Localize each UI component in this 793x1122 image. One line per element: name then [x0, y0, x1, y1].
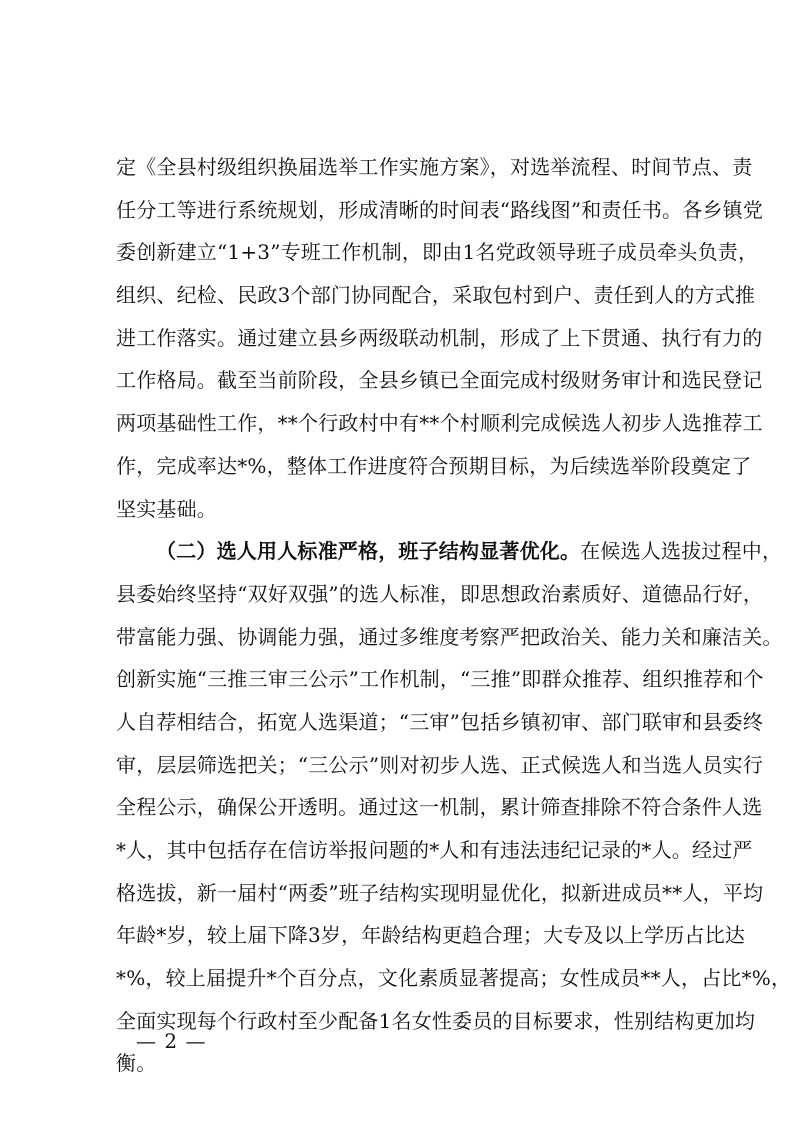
- text-line: 组织、纪检、民政3个部门协同配合，采取包村到户、责任到人的方式推: [116, 283, 756, 308]
- heading-line-text: 在候选人选拔过程中，: [580, 539, 783, 564]
- text-line: 两项基础性工作，**个行政村中有**个村顺利完成候选人初步人选推荐工: [116, 411, 763, 436]
- section-heading-line: [116, 530, 783, 573]
- text-line: 进工作落实。通过建立县乡两级联动机制，形成了上下贯通、执行有力的: [116, 325, 763, 350]
- text-line: 委创新建立“1+3”专班工作机制，即由1名党政领导班子成员牵头负责，: [116, 240, 759, 265]
- text-line: 衡。: [116, 1051, 157, 1076]
- text-line: 工作格局。截至当前阶段，全县乡镇已全面完成村级财务审计和选民登记: [116, 368, 763, 393]
- text-line: 坚实基础。: [116, 496, 217, 521]
- text-line: *%，较上届提升*个百分点，文化素质显著提高；女性成员**人，占比*%，: [116, 966, 792, 991]
- text-line: 任分工等进行系统规划，形成清晰的时间表“路线图”和责任书。各乡镇党: [116, 197, 764, 222]
- text-line: 作，完成率达*%，整体工作进度符合预期目标，为后续选举阶段奠定了: [116, 453, 752, 478]
- text-line: 带富能力强、协调能力强，通过多维度考察严把政治关、能力关和廉洁关。: [116, 624, 783, 649]
- text-line: 县委始终坚持“双好双强”的选人标准，即思想政治素质好、道德品行好，: [116, 581, 764, 606]
- text-line: 人自荐相结合，拓宽人选渠道；“三审”包括乡镇初审、部门联审和县委终: [116, 709, 764, 734]
- text-line: 审，层层筛选把关；“三公示”则对初步人选、正式候选人和当选人员实行: [116, 752, 764, 777]
- section-heading: （二）选人用人标准严格，班子结构显著优化。: [156, 539, 581, 564]
- text-line: 定《全县村级组织换届选举工作实施方案》，对选举流程、时间节点、责: [116, 155, 753, 179]
- paragraph-1: [116, 146, 764, 530]
- paragraph-2: [116, 530, 792, 1085]
- text-line: *人，其中包括存在信访举报问题的*人和有违法违纪记录的*人。经过严: [116, 838, 753, 862]
- text-line: 全程公示，确保公开透明。通过这一机制，累计筛查排除不符合条件人选: [116, 795, 763, 820]
- text-line: 格选拔，新一届村“两委”班子结构实现明显优化，拟新进成员**人，平均: [116, 880, 764, 905]
- text-line: 年龄*岁，较上届下降3岁，年龄结构更趋合理；大专及以上学历占比达: [116, 923, 746, 948]
- document-body: [116, 146, 792, 1085]
- page-number: — 2 —: [136, 1029, 207, 1053]
- text-line: 全面实现每个行政村至少配备1名女性委员的目标要求，性别结构更加均: [116, 1008, 756, 1033]
- text-line: 创新实施“三推三审三公示”工作机制，“三推”即群众推荐、组织推荐和个: [116, 667, 764, 692]
